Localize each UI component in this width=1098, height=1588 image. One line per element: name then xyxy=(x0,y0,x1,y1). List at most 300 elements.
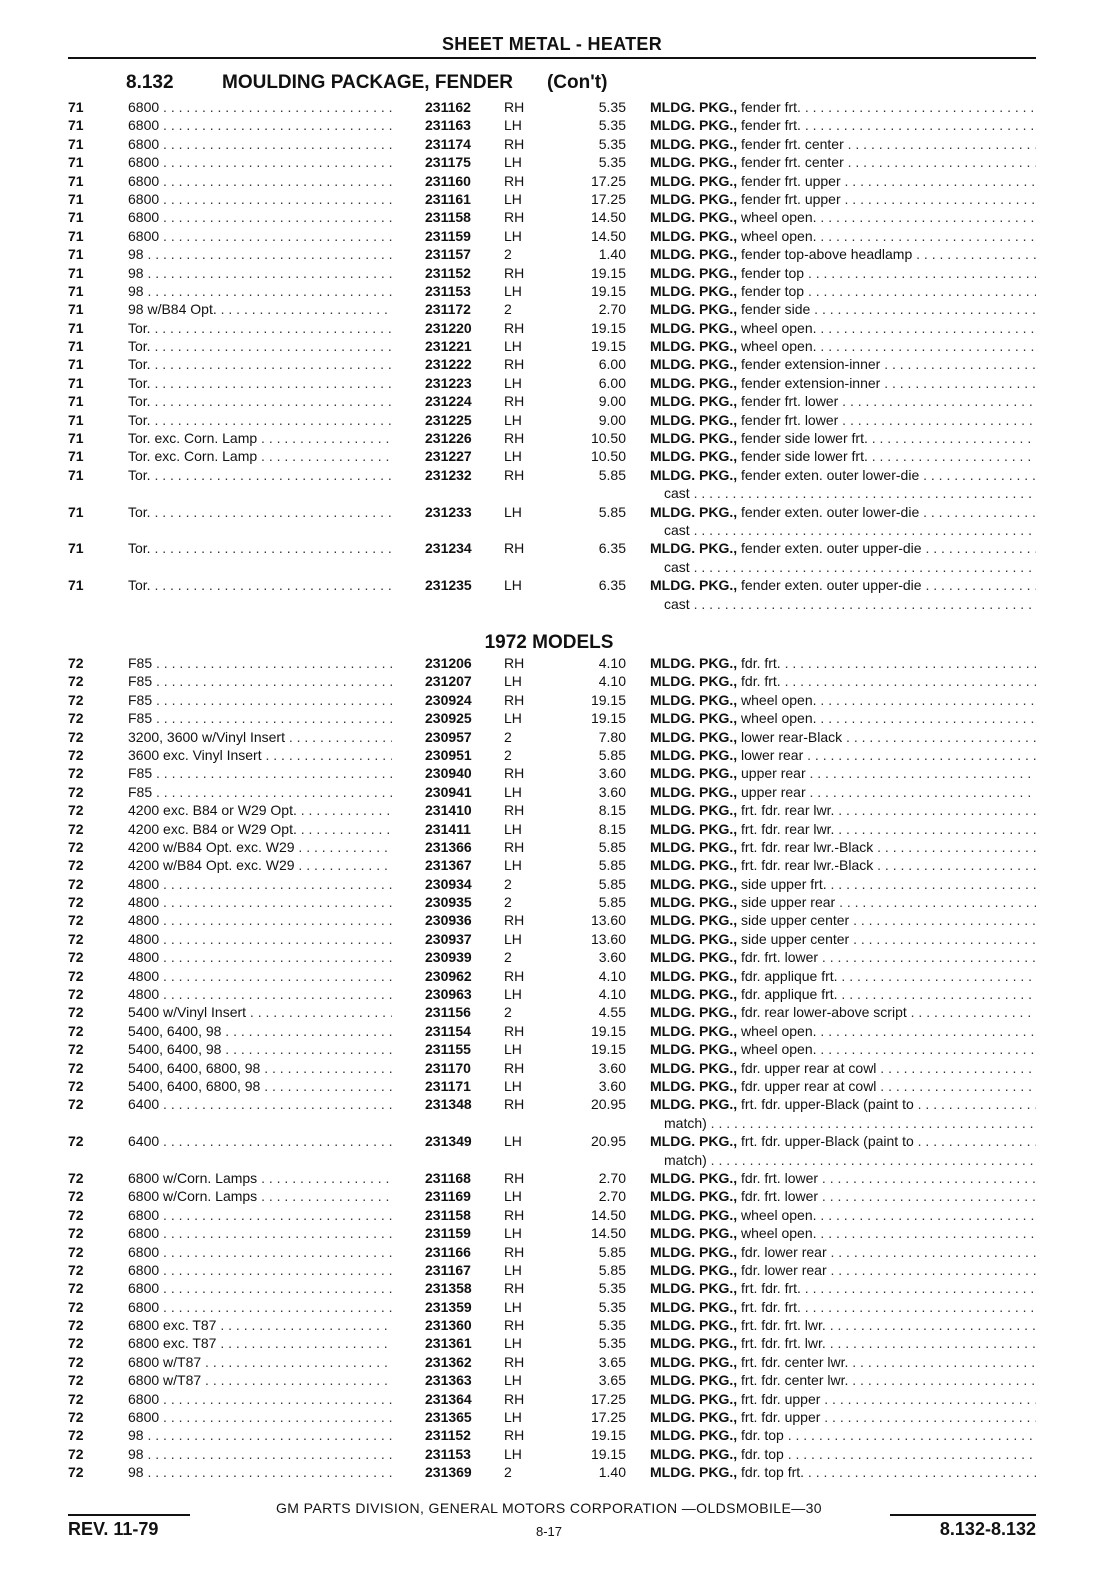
part-number-cell: 230962 xyxy=(425,967,472,984)
description-line xyxy=(650,985,1036,1003)
description-text: fender exten. outer lower-die xyxy=(741,466,920,483)
description-cell xyxy=(650,930,1036,948)
side-cell: RH xyxy=(504,319,525,336)
description-text: wheel open. xyxy=(741,691,817,708)
description-cell xyxy=(650,1334,1036,1352)
description-prefix: MLDG. PKG., xyxy=(650,1041,738,1058)
description-cell xyxy=(650,672,1036,690)
part-number-cell: 231175 xyxy=(425,154,471,171)
description-line xyxy=(650,1371,1036,1389)
description-prefix: MLDG. PKG., xyxy=(650,1206,738,1223)
price-cell: 3.60 xyxy=(598,765,626,782)
description-cell xyxy=(650,429,1036,447)
part-number-cell: 231221 xyxy=(425,338,472,355)
description-prefix: MLDG. PKG., xyxy=(650,838,738,855)
parts-row xyxy=(68,728,1036,746)
description-line xyxy=(650,190,1036,208)
description-cell xyxy=(650,967,1036,985)
parts-row xyxy=(68,1371,1036,1389)
side-cell: LH xyxy=(504,338,522,355)
price-cell: 3.60 xyxy=(598,1077,626,1094)
price-cell: 3.60 xyxy=(598,1059,626,1076)
description-prefix: MLDG. PKG., xyxy=(650,986,738,1003)
description-cell xyxy=(650,282,1036,300)
model-cell: 3600 exc. Vinyl Insert . . . xyxy=(128,746,392,764)
part-number-cell: 230951 xyxy=(425,746,472,763)
model-cell: 6800 . . . xyxy=(128,1408,392,1426)
part-number-cell: 231367 xyxy=(425,857,472,874)
footer-page-number: 8-17 xyxy=(535,1524,563,1539)
part-number-cell: 231171 xyxy=(425,1077,471,1094)
description-cell xyxy=(650,728,1036,746)
model-cell: 6800 . . . xyxy=(128,1224,392,1242)
model-cell: 6800 exc. T87 . . . xyxy=(128,1334,392,1352)
models-subheading: 1972 MODELS xyxy=(484,632,614,653)
description-cell xyxy=(650,116,1036,134)
description-line xyxy=(650,539,1036,557)
description-text: wheel open. xyxy=(741,1022,817,1039)
description-prefix: MLDG. PKG., xyxy=(650,691,738,708)
description-cell xyxy=(650,411,1036,429)
year-cell: 71 xyxy=(68,356,84,373)
part-number-cell: 231226 xyxy=(425,430,472,447)
description-cell xyxy=(650,709,1036,727)
model-cell: 98 w/B84 Opt. . . . xyxy=(128,300,392,318)
year-cell: 71 xyxy=(68,430,84,447)
description-cell xyxy=(650,1371,1036,1389)
side-cell: LH xyxy=(504,1335,522,1352)
year-cell: 72 xyxy=(68,986,84,1003)
price-cell: 1.40 xyxy=(598,246,626,263)
price-cell: 17.25 xyxy=(590,1409,626,1426)
price-cell: 5.35 xyxy=(598,1298,626,1315)
year-cell: 71 xyxy=(68,246,84,263)
description-cell xyxy=(650,893,1036,911)
description-line xyxy=(650,300,1036,318)
model-cell: 4800 . . . xyxy=(128,930,392,948)
description-prefix: MLDG. PKG., xyxy=(650,655,738,671)
description-prefix: MLDG. PKG., xyxy=(650,264,738,281)
description-line xyxy=(650,264,1036,282)
parts-row xyxy=(68,227,1036,245)
description-text: frt. fdr. frt. lwr. xyxy=(741,1317,826,1334)
description-cell xyxy=(650,985,1036,1003)
year-cell: 72 xyxy=(68,1445,84,1462)
description-line xyxy=(650,1059,1036,1077)
description-cell xyxy=(650,135,1036,153)
model-cell: 98 . . . xyxy=(128,1463,392,1481)
price-cell: 17.25 xyxy=(590,1390,626,1407)
description-text: fdr. lower rear xyxy=(741,1243,827,1260)
description-text: lower rear xyxy=(741,746,804,763)
description-cell xyxy=(650,466,1036,503)
part-number-cell: 231206 xyxy=(425,655,472,671)
part-number-cell: 231168 xyxy=(425,1169,471,1186)
description-prefix: MLDG. PKG., xyxy=(650,949,738,966)
description-prefix: MLDG. PKG., xyxy=(650,319,738,336)
price-cell: 5.85 xyxy=(598,746,626,763)
description-text: fdr. frt. lower xyxy=(741,949,819,966)
description-text: fender frt. upper xyxy=(741,172,841,189)
year-cell: 71 xyxy=(68,264,84,281)
side-cell: RH xyxy=(504,1059,525,1076)
price-cell: 13.60 xyxy=(590,912,626,929)
parts-row xyxy=(68,208,1036,226)
side-cell: LH xyxy=(504,1298,522,1315)
description-text: fender frt. center xyxy=(741,135,844,152)
model-cell: 6800 . . . xyxy=(128,227,392,245)
price-cell: 5.85 xyxy=(598,1243,626,1260)
description-line xyxy=(650,337,1036,355)
part-number-cell: 231235 xyxy=(425,577,472,594)
description-cell xyxy=(650,227,1036,245)
year-cell: 72 xyxy=(68,765,84,782)
price-cell: 19.15 xyxy=(590,1022,626,1039)
description-text: fender frt. upper xyxy=(741,190,841,207)
parts-row xyxy=(68,893,1036,911)
description-text: wheel open. xyxy=(741,1206,817,1223)
description-line xyxy=(650,801,1036,819)
description-prefix: MLDG. PKG., xyxy=(650,99,738,115)
model-cell: 6800 w/T87 . . . xyxy=(128,1371,392,1389)
parts-row xyxy=(68,1426,1036,1444)
price-cell: 19.15 xyxy=(590,1427,626,1444)
side-cell: LH xyxy=(504,1445,522,1462)
part-number-cell: 231154 xyxy=(425,1022,471,1039)
description-line xyxy=(650,172,1036,190)
model-cell: Tor. exc. Corn. Lamp . . . xyxy=(128,447,392,465)
description-line xyxy=(650,153,1036,171)
parts-list-1972 xyxy=(68,654,1036,1482)
description-line xyxy=(650,319,1036,337)
description-cell xyxy=(650,1187,1036,1205)
parts-row xyxy=(68,1022,1036,1040)
side-cell: 2 xyxy=(504,1464,512,1481)
description-prefix: MLDG. PKG., xyxy=(650,1390,738,1407)
model-cell: 98 . . . xyxy=(128,245,392,263)
description-text: side upper center xyxy=(741,930,850,947)
side-cell: 2 xyxy=(504,746,512,763)
price-cell: 9.00 xyxy=(598,393,626,410)
price-cell: 5.35 xyxy=(598,1335,626,1352)
description-prefix: MLDG. PKG., xyxy=(650,448,738,465)
year-cell: 72 xyxy=(68,1261,84,1278)
year-cell: 72 xyxy=(68,875,84,892)
parts-row xyxy=(68,764,1036,782)
side-cell: RH xyxy=(504,1206,525,1223)
year-cell: 72 xyxy=(68,894,84,911)
description-prefix: MLDG. PKG., xyxy=(650,282,738,299)
description-text: frt. fdr. rear lwr.-Black xyxy=(741,838,874,855)
description-cell xyxy=(650,539,1036,576)
description-line xyxy=(650,1003,1036,1021)
part-number-cell: 231166 xyxy=(425,1243,471,1260)
parts-row xyxy=(68,1353,1036,1371)
description-text: fender frt. xyxy=(741,99,801,115)
part-number-cell: 231234 xyxy=(425,540,472,557)
model-cell: 4800 . . . xyxy=(128,948,392,966)
side-cell: LH xyxy=(504,1041,522,1058)
description-prefix: MLDG. PKG., xyxy=(650,246,738,263)
description-prefix: MLDG. PKG., xyxy=(650,1261,738,1278)
part-number-cell: 231156 xyxy=(425,1004,471,1021)
description-prefix: MLDG. PKG., xyxy=(650,820,738,837)
price-cell: 4.10 xyxy=(598,986,626,1003)
description-cell xyxy=(650,208,1036,226)
parts-row xyxy=(68,264,1036,282)
description-text: frt. fdr. frt. lwr. xyxy=(741,1335,826,1352)
model-cell: 6800 exc. T87 . . . xyxy=(128,1316,392,1334)
price-cell: 5.35 xyxy=(598,135,626,152)
model-cell: 98 . . . xyxy=(128,1426,392,1444)
parts-row xyxy=(68,1169,1036,1187)
description-line xyxy=(650,838,1036,856)
year-cell: 72 xyxy=(68,691,84,708)
model-cell: 6400 . . . xyxy=(128,1095,392,1113)
price-cell: 5.85 xyxy=(598,466,626,483)
model-cell: 4200 w/B84 Opt. exc. W29 . . . xyxy=(128,838,392,856)
price-cell: 9.00 xyxy=(598,411,626,428)
part-number-cell: 230935 xyxy=(425,894,472,911)
parts-row xyxy=(68,672,1036,690)
year-cell: 71 xyxy=(68,172,84,189)
year-cell: 72 xyxy=(68,1225,84,1242)
parts-row xyxy=(68,576,1036,613)
description-cell xyxy=(650,948,1036,966)
description-prefix: MLDG. PKG., xyxy=(650,802,738,819)
description-prefix: MLDG. PKG., xyxy=(650,673,738,690)
part-number-cell: 231167 xyxy=(425,1261,471,1278)
model-cell: Tor. . . . xyxy=(128,319,392,337)
price-cell: 19.15 xyxy=(590,691,626,708)
model-cell: 6800 . . . xyxy=(128,1243,392,1261)
part-number-cell: 230957 xyxy=(425,728,472,745)
description-prefix: MLDG. PKG., xyxy=(650,227,738,244)
description-line xyxy=(650,1334,1036,1352)
part-number-cell: 231161 xyxy=(425,190,471,207)
description-line xyxy=(650,355,1036,373)
price-cell: 5.35 xyxy=(598,154,626,171)
description-cell xyxy=(650,447,1036,465)
description-line xyxy=(650,1408,1036,1426)
description-line xyxy=(650,654,1036,672)
part-number-cell: 231220 xyxy=(425,319,472,336)
model-cell: 5400, 6400, 98 . . . xyxy=(128,1040,392,1058)
description-prefix: MLDG. PKG., xyxy=(650,172,738,189)
description-text: fender top-above headlamp xyxy=(741,246,913,263)
parts-row xyxy=(68,948,1036,966)
side-cell: RH xyxy=(504,1022,525,1039)
part-number-cell: 231362 xyxy=(425,1353,472,1370)
description-prefix: MLDG. PKG., xyxy=(650,1243,738,1260)
model-cell: Tor. . . . xyxy=(128,503,392,521)
part-number-cell: 231225 xyxy=(425,411,472,428)
model-cell: F85 . . . xyxy=(128,709,392,727)
description-text: fdr. top xyxy=(741,1445,784,1462)
year-cell: 71 xyxy=(68,338,84,355)
description-text: fdr. upper rear at cowl xyxy=(741,1059,877,1076)
side-cell: RH xyxy=(504,1280,525,1297)
description-prefix: MLDG. PKG., xyxy=(650,154,738,171)
description-text: frt. fdr. upper xyxy=(741,1409,821,1426)
description-line xyxy=(650,1316,1036,1334)
parts-row xyxy=(68,1279,1036,1297)
parts-row xyxy=(68,300,1036,318)
description-cell xyxy=(650,245,1036,263)
description-text: frt. fdr. rear lwr.-Black xyxy=(741,857,874,874)
description-cell xyxy=(650,838,1036,856)
description-text: fender frt. center xyxy=(741,154,844,171)
description-line xyxy=(650,1279,1036,1297)
description-prefix: MLDG. PKG., xyxy=(650,783,738,800)
year-cell: 71 xyxy=(68,393,84,410)
model-cell: 98 . . . xyxy=(128,282,392,300)
description-line xyxy=(650,709,1036,727)
part-number-cell: 231153 xyxy=(425,282,471,299)
parts-row xyxy=(68,1334,1036,1352)
description-cell xyxy=(650,1077,1036,1095)
description-line xyxy=(650,691,1036,709)
description-prefix: MLDG. PKG., xyxy=(650,1004,738,1021)
parts-row xyxy=(68,1132,1036,1169)
side-cell: RH xyxy=(504,1390,525,1407)
model-cell: 4800 . . . xyxy=(128,911,392,929)
year-cell: 72 xyxy=(68,1280,84,1297)
parts-row xyxy=(68,1224,1036,1242)
description-line xyxy=(650,1463,1036,1481)
description-cell xyxy=(650,746,1036,764)
description-prefix: MLDG. PKG., xyxy=(650,411,738,428)
year-cell: 72 xyxy=(68,1390,84,1407)
description-prefix: MLDG. PKG., xyxy=(650,1464,738,1481)
description-prefix: MLDG. PKG., xyxy=(650,540,738,557)
description-cell xyxy=(650,153,1036,171)
description-line xyxy=(650,746,1036,764)
description-continuation: cast . . . xyxy=(650,558,1036,576)
side-cell: 2 xyxy=(504,246,512,263)
description-cell xyxy=(650,190,1036,208)
model-cell: F85 . . . xyxy=(128,691,392,709)
year-cell: 72 xyxy=(68,673,84,690)
part-number-cell: 231207 xyxy=(425,673,472,690)
description-prefix: MLDG. PKG., xyxy=(650,857,738,874)
description-cell xyxy=(650,911,1036,929)
part-number-cell: 230934 xyxy=(425,875,472,892)
price-cell: 2.70 xyxy=(598,1169,626,1186)
side-cell: LH xyxy=(504,783,522,800)
year-cell: 71 xyxy=(68,135,84,152)
side-cell: RH xyxy=(504,99,525,115)
part-number-cell: 231348 xyxy=(425,1096,472,1113)
description-line xyxy=(650,1095,1036,1113)
description-prefix: MLDG. PKG., xyxy=(650,338,738,355)
part-number-cell: 231410 xyxy=(425,802,472,819)
description-line xyxy=(650,1224,1036,1242)
parts-row xyxy=(68,392,1036,410)
side-cell: LH xyxy=(504,374,522,391)
description-text: frt. fdr. center lwr. xyxy=(741,1353,849,1370)
part-number-cell: 231361 xyxy=(425,1335,472,1352)
model-cell: 6800 . . . xyxy=(128,1206,392,1224)
description-prefix: MLDG. PKG., xyxy=(650,1059,738,1076)
description-line xyxy=(650,893,1036,911)
description-cell xyxy=(650,355,1036,373)
year-cell: 72 xyxy=(68,1022,84,1039)
year-cell: 72 xyxy=(68,783,84,800)
description-prefix: MLDG. PKG., xyxy=(650,1022,738,1039)
year-cell: 72 xyxy=(68,1298,84,1315)
description-continuation: cast . . . xyxy=(650,595,1036,613)
description-line xyxy=(650,392,1036,410)
parts-row xyxy=(68,1316,1036,1334)
side-cell: 2 xyxy=(504,894,512,911)
year-cell: 72 xyxy=(68,746,84,763)
model-cell: Tor. . . . xyxy=(128,466,392,484)
description-text: fdr. applique frt. xyxy=(741,986,838,1003)
side-cell: RH xyxy=(504,1317,525,1334)
part-number-cell: 231172 xyxy=(425,301,471,318)
description-line xyxy=(650,764,1036,782)
description-prefix: MLDG. PKG., xyxy=(650,1096,738,1113)
side-cell: RH xyxy=(504,691,525,708)
description-text: fdr. top frt. xyxy=(741,1464,805,1481)
price-cell: 19.15 xyxy=(590,1041,626,1058)
description-cell xyxy=(650,1390,1036,1408)
description-line xyxy=(650,875,1036,893)
parts-row xyxy=(68,856,1036,874)
parts-row xyxy=(68,820,1036,838)
price-cell: 1.40 xyxy=(598,1464,626,1481)
parts-row xyxy=(68,1059,1036,1077)
model-cell: Tor. exc. Corn. Lamp . . . xyxy=(128,429,392,447)
description-text: fender side lower frt. xyxy=(741,430,868,447)
part-number-cell: 231364 xyxy=(425,1390,472,1407)
part-number-cell: 231152 xyxy=(425,264,471,281)
side-cell: LH xyxy=(504,577,522,594)
model-cell: 6800 . . . xyxy=(128,1298,392,1316)
part-number-cell: 231159 xyxy=(425,1225,471,1242)
description-text: fender top xyxy=(741,264,805,281)
description-line xyxy=(650,116,1036,134)
part-number-cell: 231359 xyxy=(425,1298,472,1315)
part-number-cell: 231222 xyxy=(425,356,472,373)
description-line xyxy=(650,1077,1036,1095)
parts-row xyxy=(68,337,1036,355)
part-number-cell: 230924 xyxy=(425,691,472,708)
description-line xyxy=(650,466,1036,484)
description-line xyxy=(650,911,1036,929)
model-cell: 4800 . . . xyxy=(128,875,392,893)
parts-row xyxy=(68,930,1036,948)
description-prefix: MLDG. PKG., xyxy=(650,117,738,134)
model-cell: 6800 . . . xyxy=(128,135,392,153)
price-cell: 19.15 xyxy=(590,1445,626,1462)
year-cell: 72 xyxy=(68,1353,84,1370)
part-number-cell: 231232 xyxy=(425,466,472,483)
footer-revision: REV. 11-79 xyxy=(68,1519,159,1539)
part-number-cell: 231363 xyxy=(425,1372,472,1389)
description-text: fdr. rear lower-above script xyxy=(741,1004,907,1021)
year-cell: 71 xyxy=(68,540,84,557)
year-cell: 71 xyxy=(68,503,84,520)
description-line xyxy=(650,447,1036,465)
description-cell xyxy=(650,1169,1036,1187)
side-cell: RH xyxy=(504,430,525,447)
side-cell: RH xyxy=(504,1427,525,1444)
price-cell: 10.50 xyxy=(590,448,626,465)
description-text: fender extension-inner xyxy=(741,356,881,373)
description-text: fdr. top xyxy=(741,1427,784,1444)
